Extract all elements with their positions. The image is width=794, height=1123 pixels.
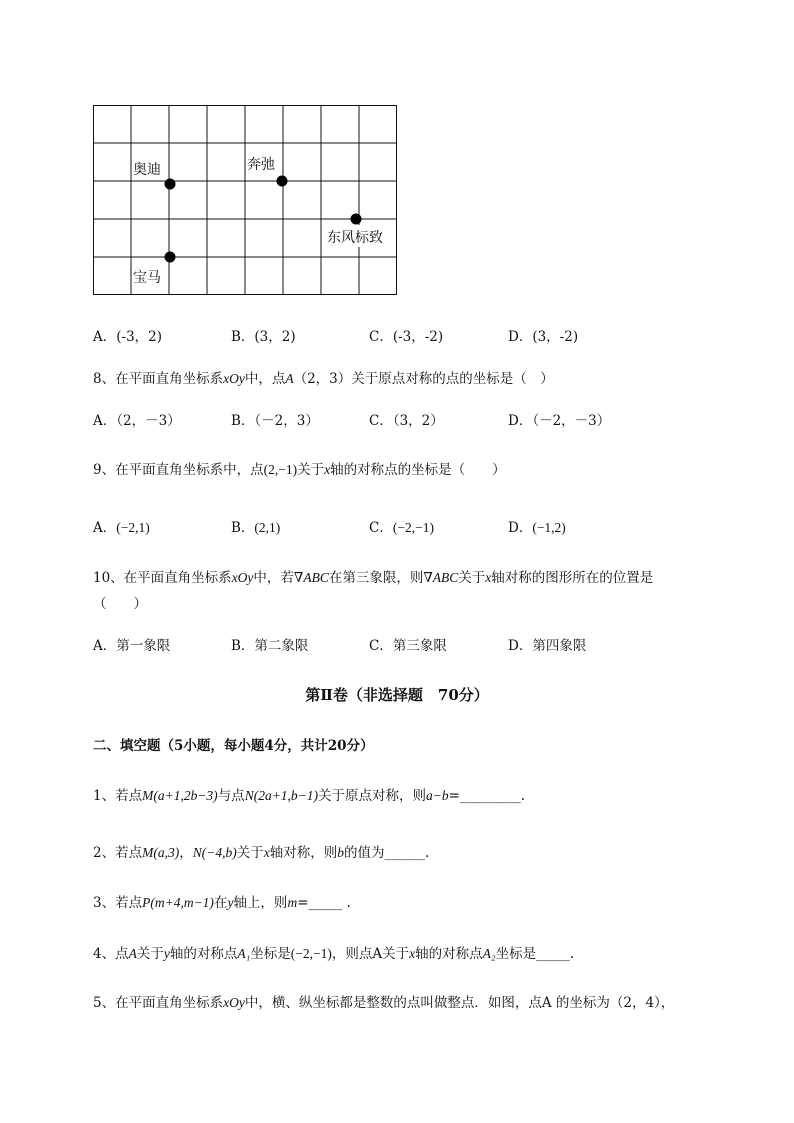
q8-option-b: B．（－2，3） (231, 413, 319, 429)
q9-option-a: A．(−2,1) (93, 520, 150, 536)
q7-option-d: D．(3，-2) (508, 329, 579, 345)
fill-q4: 4、点A关于y轴的对称点A₁坐标是(−2,−1)，则点A关于x轴的对称点A₂坐标是_____. (93, 946, 575, 962)
q9-option-b: B．(2,1) (231, 520, 281, 536)
point-dongfeng (351, 214, 362, 225)
fill-q1: 1、若点M(a+1,2b−3)与点N(2a+1,b−1)关于原点对称，则a−b=_________. (93, 788, 526, 804)
q8-option-c: C．（3，2） (369, 413, 444, 429)
q10-option-d: D．第四象限 (508, 638, 587, 654)
point-benz (277, 176, 288, 187)
point-audi (165, 179, 176, 190)
fill-q5: 5、在平面直角坐标系xOy中，横、纵坐标都是整数的点叫做整点．如图，点A 的坐标为（2，4）， (93, 995, 675, 1011)
q8-option-a: A．（2，－3） (93, 413, 181, 429)
label-bmw: 宝马 (133, 270, 161, 286)
q8-stem: 8、在平面直角坐标系xOy中，点A（2，3）关于原点对称的点的坐标是（ ） (93, 371, 554, 387)
q10-option-a: A．第一象限 (93, 638, 171, 654)
q10-answer-paren: （ ） (93, 596, 147, 612)
q9-stem: 9、在平面直角坐标系中，点(2,−1)关于x轴的对称点的坐标是（ ） (93, 462, 506, 478)
q7-option-a: A．(-3，2) (93, 329, 163, 345)
q9-option-c: C．(−2,−1) (369, 520, 434, 536)
part2-title: 第Ⅱ卷（非选择题 70分） (305, 686, 489, 704)
q7-option-c: C．(-3，-2) (369, 329, 444, 345)
q10-stem: 10、在平面直角坐标系xOy中，若∇ABC在第三象限，则∇ABC关于x轴对称的图形所在的位置是 (93, 570, 654, 586)
label-audi: 奥迪 (133, 162, 161, 178)
q10-option-c: C．第三象限 (369, 638, 447, 654)
q8-option-d: D．（－2，－3） (508, 413, 611, 429)
label-dongfeng: 东风标致 (327, 230, 383, 246)
q9-option-d: D．(−1,2) (508, 520, 566, 536)
fill-q2: 2、若点M(a,3)，N(−4,b)关于x轴对称，则b的值为______. (93, 845, 430, 861)
label-benz: 奔弛 (247, 157, 275, 173)
section-fill-in-blank: 二、填空题（5小题，每小题4分，共计20分） (93, 738, 374, 754)
car-location-grid (93, 105, 399, 297)
point-bmw (165, 252, 176, 263)
q7-option-b: B．(3，2) (231, 329, 296, 345)
q10-option-b: B．第二象限 (231, 638, 309, 654)
fill-q3: 3、若点P(m+4,m−1)在y轴上，则m=_____ . (93, 895, 351, 911)
